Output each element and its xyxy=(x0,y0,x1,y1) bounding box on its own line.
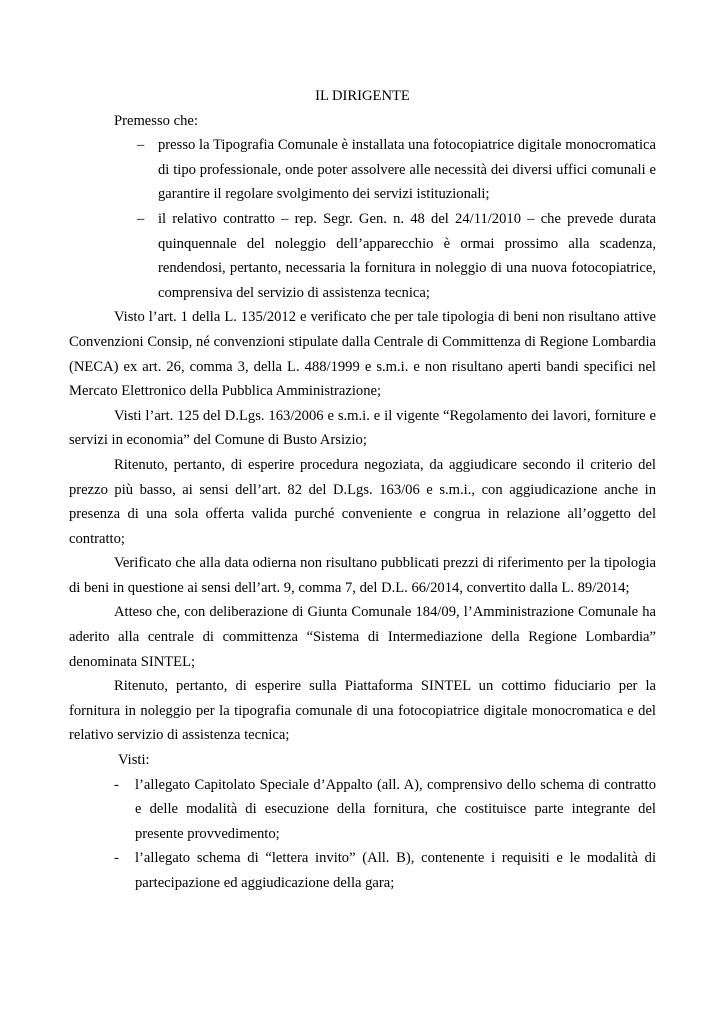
paragraph-visti-art125: Visti l’art. 125 del D.Lgs. 163/2006 e s.m.i. e il vigente “Regolamento dei lavori, forniture e servizi in economia” del Comune di Busto Arsizio; xyxy=(69,407,656,449)
list-item xyxy=(69,773,656,847)
premesso-list xyxy=(69,133,656,305)
paragraph-visto-art1: Visto l’art. 1 della L. 135/2012 e verificato che per tale tipologia di beni non risultano attive Convenzioni Consip, né convenzioni stipulate dalla Centrale di Committenza di Regione Lombardia (NECA) ex art. 26, comma 3, della L. 488/1999 e s.m.i. e non risultano aperti bandi specifici nel Mercato Elettronico della Pubblica Amministrazione; xyxy=(69,309,656,400)
dash-marker: – xyxy=(137,137,145,154)
paragraph-ritenuto-cottimo: Ritenuto, pertanto, di esperire sulla Piattaforma SINTEL un cottimo fiduciario per la fornitura in noleggio per la tipografia comunale di una fotocopiatrice digitale monocromatica e del relativo servizio di assistenza tecnica; xyxy=(69,678,656,744)
document-page xyxy=(69,84,656,896)
list-item xyxy=(69,846,656,895)
hyphen-marker: - xyxy=(114,850,119,867)
list-item xyxy=(69,207,656,305)
list-item-text: l’allegato Capitolato Speciale d’Appalto (all. A), comprensivo dello schema di contratto e delle modalità di esecuzione della fornitura, che costituisce parte integrante del presente provvedimento; xyxy=(135,776,656,842)
premesso-heading: Premesso che: xyxy=(114,112,198,129)
list-item xyxy=(69,133,656,207)
paragraph-ritenuto-procedura: Ritenuto, pertanto, di esperire procedura negoziata, da aggiudicare secondo il criterio del prezzo più basso, ai sensi dell’art. 82 del D.Lgs. 163/06 e s.m.i., con aggiudicazione anche in presenza di una sola offerta valida purché conveniente e congrua in relazione all’oggetto del contratto; xyxy=(69,456,656,547)
list-item-text: l’allegato schema di “lettera invito” (All. B), contenente i requisiti e le modalità di partecipazione ed aggiudicazione della gara; xyxy=(135,850,656,891)
paragraph-verificato-prezzi: Verificato che alla data odierna non risultano pubblicati prezzi di riferimento per la tipologia di beni in questione ai sensi dell’art. 9, comma 7, del D.L. 66/2014, convertito dalla L. 89/2014; xyxy=(69,555,656,596)
visti-heading: Visti: xyxy=(118,752,150,769)
list-item-text: presso la Tipografia Comunale è installata una fotocopiatrice digitale monocromatica di tipo professionale, onde poter assolvere alle necessità dei diversi uffici comunali e garantire il regolare svolgimento dei servizi istituzionali; xyxy=(158,137,656,203)
paragraph-atteso-sintel: Atteso che, con deliberazione di Giunta Comunale 184/09, l’Amministrazione Comunale ha aderito alla centrale di committenza “Sistema di Intermediazione della Regione Lombardia” denominata SINTEL; xyxy=(69,604,656,670)
list-item-text: il relativo contratto – rep. Segr. Gen. n. 48 del 24/11/2010 – che prevede durata quinquennale del noleggio dell’apparecchio è ormai prossimo alla scadenza, rendendosi, pertanto, necessaria la fornitura in noleggio di una nuova fotocopiatrice, comprensiva del servizio di assistenza tecnica; xyxy=(158,210,656,301)
document-title: IL DIRIGENTE xyxy=(315,88,410,104)
hyphen-marker: - xyxy=(114,776,119,793)
visti-list xyxy=(69,773,656,896)
dash-marker: – xyxy=(137,210,145,227)
